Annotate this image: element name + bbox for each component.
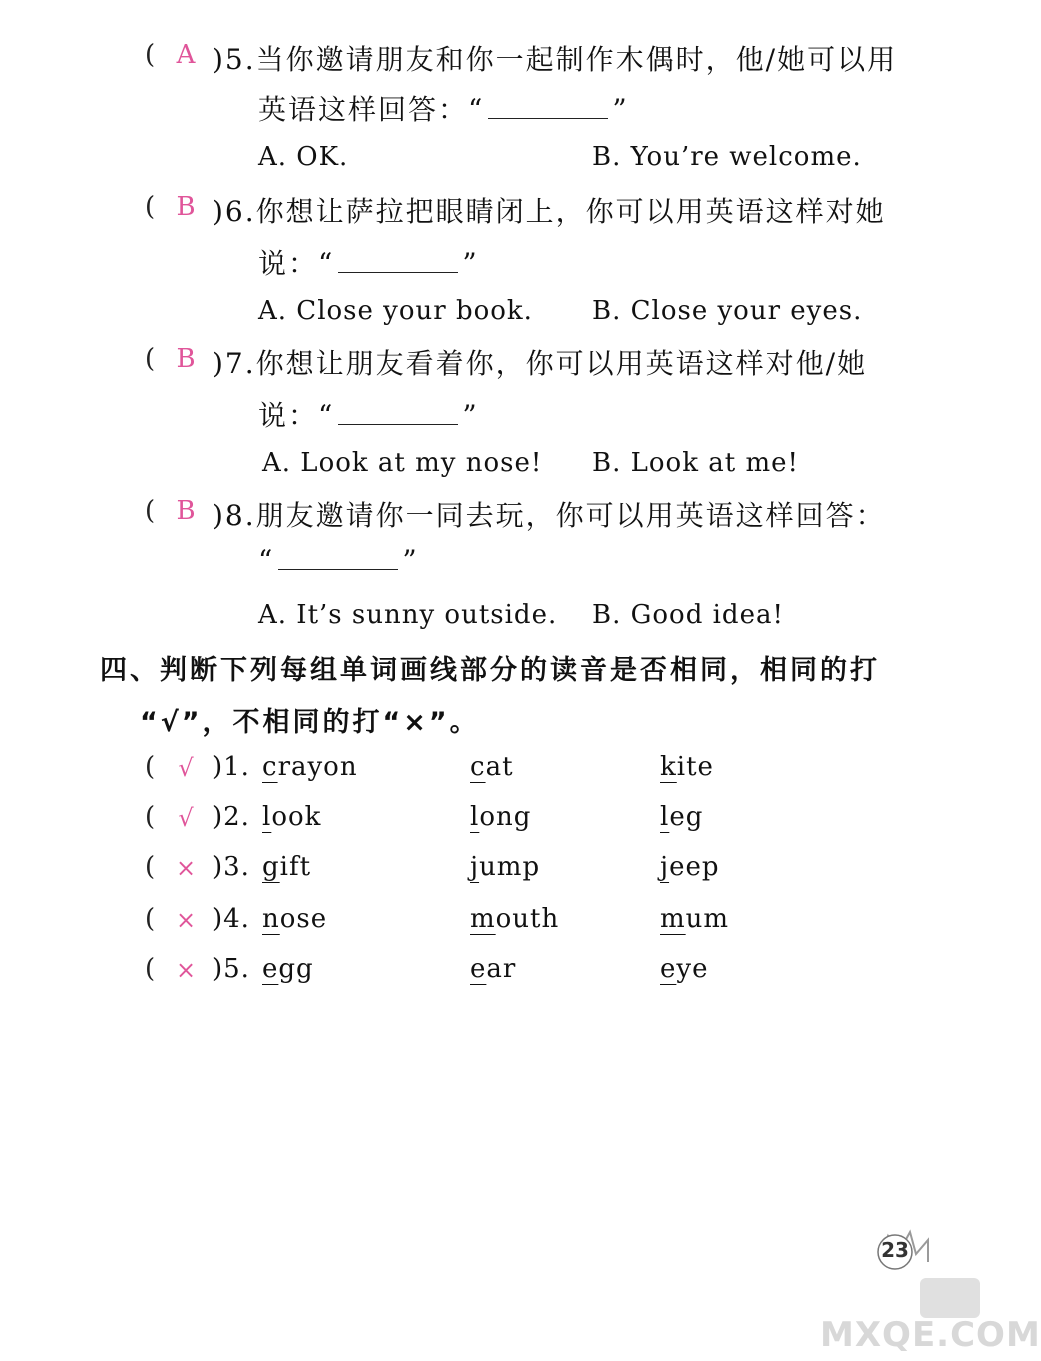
question-line-1: 朋友邀请你一同去玩，你可以用英语这样回答： (255, 499, 886, 532)
question-text (212, 38, 897, 78)
word-1: look (262, 802, 322, 832)
option-b: B. Good idea! (592, 600, 784, 630)
line2-prefix: 说：“ (258, 399, 335, 432)
word-2: cat (470, 752, 514, 782)
option-b: B. You’re welcome. (592, 142, 862, 172)
option-b: B. Close your eyes. (592, 296, 863, 326)
answer-blank (338, 250, 458, 273)
cross-mark: × (175, 956, 197, 984)
word-3: mum (660, 904, 730, 934)
check-mark: √ (178, 754, 194, 782)
check-mark: √ (178, 804, 194, 832)
open-paren: ( (145, 496, 156, 526)
question-number: )5. (212, 43, 256, 76)
open-paren: ( (145, 344, 156, 374)
question-line-1: 你想让萨拉把眼睛闭上，你可以用英语这样对她 (255, 195, 886, 228)
question-number: )4. (212, 904, 250, 934)
cross-mark: × (175, 854, 197, 882)
answer-mark: B (176, 344, 196, 374)
option-a: A. Look at my nose! (262, 448, 543, 478)
question-line-2 (258, 88, 629, 128)
open-paren: ( (145, 192, 156, 222)
question-line-1: 当你邀请朋友和你一起制作木偶时，他/她可以用 (255, 43, 898, 76)
line2-prefix: “ (258, 544, 275, 577)
answer-blank (278, 547, 398, 570)
question-number: )2. (212, 802, 250, 832)
question-text (212, 342, 867, 382)
open-paren: ( (145, 954, 156, 984)
question-number: )8. (212, 499, 256, 532)
word-1: gift (262, 852, 312, 882)
option-a: A. Close your book. (258, 296, 533, 326)
word-2: ear (470, 954, 517, 984)
word-1: nose (262, 904, 328, 934)
option-b: B. Look at me! (592, 448, 799, 478)
watermark: MXQE.COM (820, 1315, 1041, 1355)
section-4-title-line-2: “√”，不相同的打“×”。 (140, 707, 480, 738)
word-1: crayon (262, 752, 358, 782)
question-text (212, 190, 886, 230)
section-4-title-line-1: 四、判断下列每组单词画线部分的读音是否相同，相同的打 (100, 655, 880, 686)
line2-suffix: ” (462, 247, 479, 280)
option-a: A. It’s sunny outside. (258, 600, 558, 630)
question-line-2 (258, 544, 419, 577)
word-2: mouth (470, 904, 560, 934)
cross-mark: × (175, 906, 197, 934)
line2-suffix: ” (462, 399, 479, 432)
question-text (212, 494, 886, 534)
question-number: )5. (212, 954, 250, 984)
question-number: )6. (212, 195, 256, 228)
question-line-2 (258, 242, 479, 282)
open-paren: ( (145, 752, 156, 782)
word-3: leg (660, 802, 704, 832)
word-2: jump (470, 852, 541, 882)
open-paren: ( (145, 40, 156, 70)
question-line-1: 你想让朋友看着你，你可以用英语这样对他/她 (255, 347, 868, 380)
line2-prefix: 说：“ (258, 247, 335, 280)
question-number: )3. (212, 852, 250, 882)
answer-mark: B (176, 192, 196, 222)
word-1: egg (262, 954, 314, 984)
word-3: kite (660, 752, 714, 782)
word-3: eye (660, 954, 709, 984)
open-paren: ( (145, 904, 156, 934)
answer-mark: B (176, 496, 196, 526)
open-paren: ( (145, 852, 156, 882)
page-number: 23 (881, 1238, 909, 1262)
line2-prefix: 英语这样回答：“ (258, 93, 485, 126)
question-number: )1. (212, 752, 250, 782)
question-line-2 (258, 394, 479, 434)
line2-suffix: ” (402, 544, 419, 577)
answer-blank (488, 96, 608, 119)
answer-mark: A (176, 40, 196, 70)
word-2: long (470, 802, 532, 832)
word-3: jeep (660, 852, 720, 882)
answer-blank (338, 402, 458, 425)
line2-suffix: ” (612, 93, 629, 126)
open-paren: ( (145, 802, 156, 832)
question-number: )7. (212, 347, 256, 380)
option-a: A. OK. (258, 142, 349, 172)
